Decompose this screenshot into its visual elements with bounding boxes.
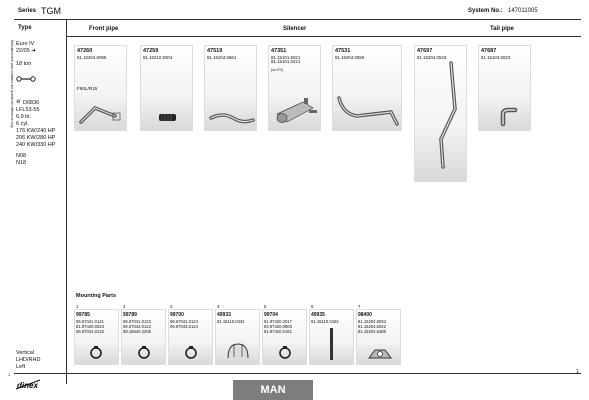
section-mounting-parts: Mounting Parts [76, 293, 117, 299]
page-mark: 1 [8, 372, 11, 377]
spec-displacement: 6,9 ltr. [16, 114, 31, 120]
axle-icon [16, 75, 36, 85]
mounting-index: 2 [123, 304, 126, 309]
part-number: 47259 [143, 48, 159, 54]
clamp-icon [122, 344, 167, 362]
part-number: 99700 [170, 312, 184, 318]
part-code: 81.15110.0431 [217, 319, 245, 324]
mounting-index: 5 [264, 304, 267, 309]
part-number: 99704 [264, 312, 278, 318]
mounting-index: 4 [217, 304, 220, 309]
spec-marker-1: N08 [16, 153, 27, 159]
spec-date-text: 22/05 [16, 48, 30, 54]
brand-label: MAN [260, 384, 286, 396]
clamp-icon [169, 344, 214, 362]
section-rule [66, 36, 581, 37]
part-code: 81.15204.5486 [358, 329, 386, 334]
part-number: 99789 [123, 312, 137, 318]
bent-pipe-icon [75, 100, 128, 128]
spec-cylinders: 6 cyl. [16, 121, 29, 127]
spec-euro: Euro IV [16, 41, 35, 47]
spec-power-2: 206 KW/280 HP [16, 135, 56, 141]
silencer-icon [269, 94, 322, 128]
svg-text:dinex: dinex [17, 381, 38, 390]
part-code: 81.15101.0421 [271, 59, 301, 64]
part-tail-pipe[interactable] [478, 45, 531, 131]
part-number: 47260 [77, 48, 93, 54]
arrow-right-icon: ➜ [31, 48, 36, 54]
part-code: 06.67041.0121 [76, 319, 104, 324]
mounting-part-7[interactable] [356, 304, 401, 365]
bottom-rule [14, 373, 581, 374]
part-code: 88.15640.2205 [123, 329, 151, 334]
section-tail-pipe: Tail pipe [490, 26, 514, 32]
spec-tonnage: 18 ton [16, 61, 32, 67]
mounting-index: 3 [170, 304, 173, 309]
mounting-index: 6 [311, 304, 314, 309]
mounting-index: 7 [358, 304, 361, 309]
section-type: Type [18, 25, 32, 31]
part-silencer[interactable] [268, 45, 321, 131]
part-code: 81.15204.6022 [358, 324, 386, 329]
part-number: 49933 [217, 312, 231, 318]
header-rule [14, 19, 581, 20]
part-number: 47519 [207, 48, 223, 54]
config-side: Left [16, 364, 26, 370]
section-silencer: Silencer [283, 26, 307, 32]
mounting-part-1[interactable] [74, 304, 119, 365]
part-front-pipe-3[interactable] [204, 45, 257, 131]
config-drive: LHD/RHD [16, 357, 41, 363]
column-divider [66, 19, 67, 384]
dinex-logo [14, 378, 42, 391]
spec-date [16, 48, 36, 54]
part-code: 81.15204.0661 [207, 55, 237, 60]
part-code: 81.97420.2017 [264, 319, 292, 324]
part-code: 06.67042.0122 [123, 324, 151, 329]
part-code: 81.15204.6034 [358, 319, 386, 324]
part-note: (no EC) [271, 68, 284, 72]
spec-marker-2: N18 [16, 160, 27, 166]
part-tail-pipe-long[interactable] [414, 45, 467, 182]
part-number: 49935 [311, 312, 325, 318]
part-number: 47687 [481, 48, 497, 54]
mounting-part-3[interactable] [168, 304, 213, 365]
part-code: 81.97420.0023 [76, 324, 104, 329]
heat-shield-icon [216, 338, 261, 362]
part-note: F90L/R15 [77, 86, 98, 91]
elbow-pipe-icon [479, 104, 532, 128]
reference-note: Manufacturers' part numbers are quoted for reference only [10, 40, 14, 128]
spec-power-1: 176 KW/240 HP [16, 128, 56, 134]
part-code: 81.15210.5004 [143, 55, 173, 60]
part-code: 81.15204.6096 [77, 55, 107, 60]
section-front-pipe: Front pipe [89, 26, 119, 32]
mounting-part-2[interactable] [121, 304, 166, 365]
part-front-pipe-2[interactable] [140, 45, 193, 131]
mounting-part-5[interactable] [262, 304, 307, 365]
part-front-pipe-1[interactable] [74, 45, 127, 131]
series-label: Series [18, 8, 37, 14]
part-number: 99785 [76, 312, 90, 318]
curved-pipe-icon [205, 108, 258, 128]
clamp-icon [75, 344, 120, 362]
part-silencer-pipe[interactable] [332, 45, 402, 131]
spec-engine-variant: LFL53-55 [16, 107, 40, 113]
part-code: 06.67041.0123 [123, 319, 151, 324]
part-code: 81.15204.0543 [417, 55, 447, 60]
part-number: 47697 [417, 48, 433, 54]
long-curved-pipe-icon [333, 94, 403, 128]
system-value: 147011005 [508, 8, 538, 14]
clamp-icon [263, 344, 308, 362]
part-code: 06.67041.0133 [76, 329, 104, 334]
part-number: 47531 [335, 48, 351, 54]
spec-power-3: 240 KW/330 HP [16, 142, 56, 148]
mounting-part-4[interactable] [215, 304, 260, 365]
part-code: 06.67043.0124 [170, 324, 198, 329]
system-label: System No.: [468, 8, 503, 14]
config-vertical: Vertical [16, 350, 35, 356]
strap-icon [310, 326, 355, 362]
mounting-index: 1 [76, 304, 79, 309]
part-number: 47351 [271, 48, 287, 54]
part-code: 81.97420.0161 [264, 329, 292, 334]
spec-engine-code: D0836 [23, 100, 40, 106]
part-code: 06.67041.0124 [170, 319, 198, 324]
part-code: 81.15103.0023 [481, 55, 511, 60]
engine-icon: ⚙ [16, 99, 21, 105]
part-code: 81.15204.0656 [335, 55, 365, 60]
part-code: 81.15110.0422 [311, 319, 339, 324]
series-value: TGM [41, 6, 61, 16]
part-number: 98400 [358, 312, 372, 318]
mounting-part-6[interactable] [309, 304, 354, 365]
bracket-icon [357, 344, 402, 362]
right-mark: 1 [576, 369, 579, 375]
vertical-pipe-icon [415, 59, 468, 179]
part-code: 83.97420.0500 [264, 324, 292, 329]
part-code: 81.15101.6021 [271, 55, 301, 60]
flex-hose-icon [141, 108, 194, 128]
